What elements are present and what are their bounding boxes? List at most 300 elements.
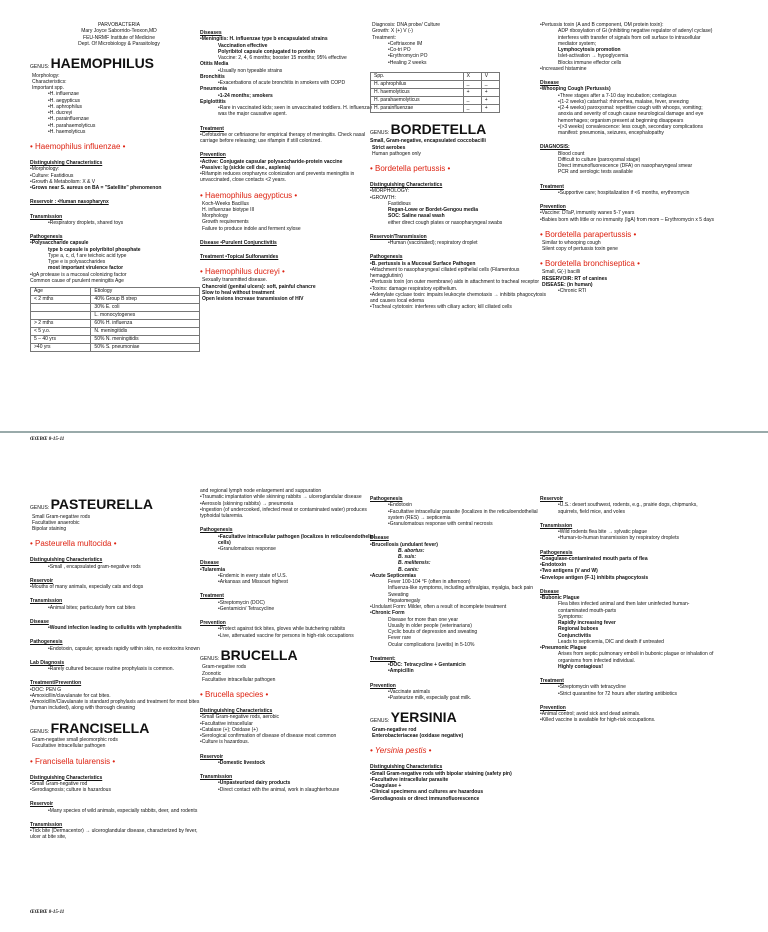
- section-heading: Disease: [30, 618, 49, 625]
- species-heading: • Haemophilus influenzae •: [30, 142, 126, 151]
- text-line: •Morphology:: [30, 166, 60, 173]
- section-heading: Reservoir: [200, 753, 224, 760]
- table-cell: [31, 312, 91, 320]
- text-line: •Pertussis toxin (on outer membrane) aids in attachment to tracheal receptor: [370, 279, 540, 286]
- text-line: •Tick bite (Dermacentor) → ulceroglandular disease, characterized by fever, ulcer at bite site,: [30, 828, 198, 841]
- text-line: •Human (vaccinated); respiratory droplet: [388, 240, 478, 246]
- text-line: •Animal bites; particularly from cat bites: [48, 604, 136, 611]
- section-heading: Reservoir : •Human nasopharynx: [30, 199, 109, 206]
- genus-heading: GENUS: HAEMOPHILUS: [30, 55, 155, 71]
- text-line: •Pertussis toxin (A and B component, OM protein toxin):: [540, 22, 664, 28]
- text-line: Small Gram-negative rods: [32, 513, 91, 520]
- text-line: •Respiratory droplets, shared toys: [48, 219, 124, 226]
- section-heading: Reservoir/Transmission: [370, 233, 427, 240]
- text-line: •Endotoxin: [388, 502, 412, 509]
- species-heading: • Bordetella bronchiseptica •: [540, 259, 640, 269]
- text-line: •Unpasteurized dairy products: [218, 780, 291, 787]
- species-heading: • Francisella tularensis •: [30, 756, 116, 766]
- text-line: •Serological confirmation of disease of disease most common: [200, 733, 337, 739]
- text-line: •Endotoxin: [540, 562, 567, 568]
- section-heading: Treatment: [540, 183, 564, 190]
- text-line: •Traumatic implantation while skinning rabbits → ulceroglandular disease: [200, 494, 362, 501]
- text-line: •Meningitis: H. influenzae type b encapsulated strains: [200, 36, 328, 43]
- text-line: Koch-Weeks Bacillus: [202, 200, 249, 207]
- text-line: Regional buboes: [558, 626, 599, 633]
- table-row: [31, 312, 200, 320]
- text-line: Regan-Lowe or Bordet-Gengou media: [388, 207, 479, 213]
- text-line: Cyclic bouts of depression and sweating: [388, 629, 478, 635]
- text-line: •U.S.: desert southwest, rodents, e.g., prairie dogs, chipmunks, squirrels, field mice, and voles: [558, 502, 698, 515]
- table-row: [371, 88, 500, 96]
- table-row: [31, 288, 200, 296]
- section-heading: Prevention: [540, 704, 566, 711]
- text-line: Blood count: [558, 150, 585, 157]
- text-line: Dept. Of Microbiology & Parasitology: [78, 40, 160, 47]
- text-line: •Gentamicin/ Tetracycline: [218, 605, 275, 612]
- text-line: •Ceftriaxone IM: [388, 40, 423, 47]
- text-line: PARVOBACTERIA: [97, 22, 141, 28]
- text-line: •(1-2 weeks) catarrhal: rhinorrhea, malaise, fever, sneezing: [558, 98, 689, 105]
- text-line: Usually in older people (veterinarians): [388, 622, 472, 629]
- text-line: •MORPHOLOGY:: [370, 188, 410, 195]
- species-heading: • Bordetella pertussis •: [370, 164, 451, 173]
- text-line: •H. influenzae: [48, 91, 79, 98]
- text-line: •Passive: Ig (sickle cell dse., asplenia): [200, 164, 291, 171]
- text-line: Growth requirements: [202, 219, 249, 226]
- text-line: •Two antigens (V and W): [540, 568, 598, 575]
- text-line: Gram-negative small pleomorphic rods: [32, 737, 118, 743]
- text-line: •Ingestion (of undercooked, infected meat or contaminated water) produces typhoidal tularemia.: [200, 506, 367, 519]
- table-cell: _: [463, 80, 481, 88]
- text-line: •Usually non typeable strains: [218, 67, 283, 74]
- section-heading: Transmission: [30, 598, 63, 605]
- text-line: Type a, c, d, f are teichoic acid type: [48, 252, 127, 259]
- text-line: •Coagulase-contaminated mouth parts of flea: [540, 555, 648, 562]
- text-line: •Facultative intracellular: [200, 720, 253, 727]
- text-line: •Mouths of many animals, especially cats and dogs: [30, 584, 144, 590]
- species-heading: • Haemophilus ducreyi •: [200, 267, 285, 277]
- section-heading: Prevention: [540, 204, 566, 210]
- text-line: most important virulence factor: [48, 265, 124, 272]
- section-heading: Treatment: [200, 125, 224, 132]
- text-line: •H. parainfluenzae: [48, 116, 89, 123]
- section-heading: Disease: [370, 535, 389, 542]
- text-line: RESERVOIR: RT of canines: [542, 275, 608, 282]
- text-line: •Adenylate cyclase toxin: impairs leukocyte chemotaxis → inhibits phagocytosis and causes local edema: [370, 291, 546, 304]
- section-heading: Diseases: [200, 30, 222, 36]
- text-line: •Small Gram-negative rods with bipolar staining (safety pin): [370, 770, 512, 777]
- text-line: Fastidious: [388, 200, 411, 207]
- text-line: Hepatomegaly: [388, 597, 421, 604]
- text-line: Enterobacteriaceae (oxidase negative): [372, 733, 464, 739]
- section-heading: Pathogenesis: [540, 549, 573, 556]
- text-line: •Killed vaccine is available for high-risk occupations.: [540, 717, 656, 724]
- species-heading: • Brucella species •: [200, 690, 269, 699]
- table-row: [371, 72, 500, 80]
- section-heading: Distinguishing Characteristics: [370, 182, 443, 188]
- text-line: •Many species of wild animals, especially rabbits, deer, and rodents: [48, 807, 198, 814]
- text-line: •Whooping Cough (Pertussis): [540, 86, 611, 93]
- section-heading: Prevention: [200, 152, 226, 159]
- text-line: •Granulomatous response: [218, 546, 276, 552]
- text-line: •Coagulase +: [370, 783, 402, 789]
- table-cell: > 2 mths: [31, 320, 91, 328]
- text-line: •Amoxicillin/clavulanate for cat bites.: [30, 692, 111, 699]
- text-line: SOC: Saline nasal wash: [388, 213, 445, 220]
- text-line: Bronchitis: [200, 73, 225, 80]
- table-cell: H. aphrophilus: [371, 80, 464, 88]
- text-line: •Serodiagnosis or direct immunofluorescence: [370, 795, 480, 802]
- table-cell: _: [463, 96, 481, 104]
- text-line: Small, Gram-negative, encapsulated coccobacilli: [370, 138, 486, 145]
- column-2: [200, 22, 378, 302]
- text-line: Zoonotic: [202, 670, 222, 677]
- text-line: •Attachment to nasopharyngeal ciliated epithelial cells (Filamentous hemagglutinin): [370, 266, 520, 279]
- table-cell: +: [481, 96, 499, 104]
- text-line: Treatment:: [372, 34, 396, 41]
- section-heading: Pathogenesis: [30, 234, 63, 240]
- text-line: Mary Joyce Saborrido-Teoxon,MD: [81, 28, 157, 35]
- section-heading: Pathogenesis: [370, 496, 403, 502]
- text-line: Small, G(-) bacilli: [542, 269, 581, 276]
- table-cell: 60% H. influenza: [91, 320, 200, 328]
- section-heading: Treatment:: [370, 655, 396, 662]
- table-cell: 40% Group B strep: [91, 296, 200, 304]
- text-line: •Rare in vaccinated kids; seen in unvaccinated toddlers. H. influenzae was the major causative agent.: [218, 105, 373, 118]
- column-4: [540, 22, 718, 294]
- text-line: Gram-negative rods: [202, 664, 247, 671]
- text-line: •Clinical specimens and cultures are hazardous: [370, 789, 484, 796]
- section-heading: Pathogenesis: [200, 527, 233, 534]
- section-heading: Treatment/Prevention: [30, 680, 82, 687]
- table-cell: N. meningitidis: [91, 328, 200, 336]
- text-line: •Three stages after a 7-10 day incubation; contagious: [558, 92, 677, 99]
- text-line: type b capsule is polyribitol phosphate: [48, 246, 141, 253]
- text-line: Leads to septicemia, DIC and death if untreated: [558, 638, 664, 645]
- column-1: [30, 22, 208, 352]
- text-line: Direct immunofluorescence (DFA) on nasopharyngeal smear: [558, 163, 693, 169]
- genus-heading: GENUS: FRANCISELLA: [30, 719, 150, 736]
- column-2: [200, 488, 378, 793]
- table-cell: H. parainfluenzae: [371, 104, 464, 112]
- section-heading: Prevention: [370, 682, 396, 689]
- text-line: Failure to produce indole and ferment xylose: [202, 225, 301, 232]
- text-line: Otitis Media: [200, 61, 229, 68]
- text-line: Ocular complications (uveitis) in 5-10%: [388, 641, 475, 648]
- text-line: •Arkansas and Missouri highest: [218, 579, 288, 585]
- species-heading: • Bordetella parapertussis •: [540, 229, 637, 239]
- text-line: Type e is polysaccharides: [48, 259, 106, 265]
- text-line: •Co-tri PO: [388, 47, 411, 53]
- column-1: [30, 488, 208, 841]
- table-cell: +: [463, 88, 481, 96]
- text-line: •Granulomatous response with central necrosis: [388, 521, 493, 527]
- text-line: Lymphocytosis promotion: [558, 47, 621, 53]
- table-row: [31, 344, 200, 352]
- table-cell: < 5 y.o.: [31, 328, 91, 336]
- table-row: [31, 328, 200, 336]
- table-cell: < 2 mths: [31, 296, 91, 304]
- table-cell: [31, 304, 91, 312]
- text-line: •Catalase (+); Oxidase (+): [200, 726, 258, 733]
- text-line: Sweating: [388, 591, 409, 598]
- text-line: Arises from septic pulmonary emboli in bubonic plague or inhalation of organisms from infected individual.: [558, 651, 714, 664]
- table-row: [31, 296, 200, 304]
- table-cell: _: [463, 104, 481, 112]
- text-line: •Envelope antigen (F-1) inhibits phagocytosis: [540, 574, 649, 581]
- page-2: [0, 466, 768, 932]
- text-line: ADP ribosylation of Gi (inhibiting negative regulator of adenyl cyclase) interferes with transfer of signals from cell surface to intracellular mediator system;: [558, 28, 713, 47]
- text-line: •Facultative intracellular pathogen (localizes in reticuloendothelial cells): [218, 533, 376, 546]
- text-line: •GROWTH:: [370, 194, 396, 201]
- table-row: [31, 304, 200, 312]
- genus-heading: GENUS: YERSINIA: [370, 709, 457, 726]
- text-line: •Animal control; avoid sick and dead animals.: [540, 711, 641, 717]
- text-line: •Live, attenuated vaccine for persons in high-risk occupations: [218, 632, 354, 639]
- text-line: •Brucellosis (undulant fever): [370, 541, 438, 548]
- text-line: •Grows near S. aureus on BA = "Satellite" phenomenon: [30, 185, 162, 191]
- text-line: •Toxins: damage respiratory epithelium.: [370, 285, 458, 292]
- text-line: •Wild rodents flea bite → sylvatic plague: [558, 529, 648, 535]
- text-line: Fever rare: [388, 635, 412, 642]
- text-line: •Tularemia: [200, 566, 225, 573]
- section-heading: Disease: [200, 560, 219, 567]
- section-heading: Pathogenesis: [30, 639, 63, 646]
- text-line: •Streptomycin with tetracycline: [558, 684, 626, 691]
- text-line: •H. parahaemolyticus: [48, 122, 96, 129]
- table-row: [371, 96, 500, 104]
- text-line: •Vaccine: DTaP, immunity wanes 5-7 years: [540, 210, 635, 217]
- page-1: [0, 0, 768, 465]
- text-line: Vaccination effective: [218, 42, 268, 49]
- text-line: Fever 100-104 °F (often in afternoon): [388, 579, 471, 585]
- text-line: •Endemic in every state of U.S.: [218, 572, 288, 579]
- text-line: •Growth & Metabolism: X & V: [30, 178, 96, 185]
- text-line: •Vaccinate animals: [388, 688, 430, 695]
- section-heading: Transmission: [30, 213, 63, 220]
- text-line: •DOC: PEN G: [30, 686, 62, 693]
- text-line: •Facultative intracellular parasite: [370, 776, 449, 783]
- text-line: •Facultative intracellular parasite (localizes in the reticuloendothelial system (RES) → septicemia: [388, 508, 538, 521]
- text-line: H. influenzae biotype III: [202, 206, 255, 213]
- text-line: •Polysaccharide capsule: [30, 240, 89, 247]
- text-line: •B. pertussis is a Mucosal Surface Pathogen: [370, 260, 476, 267]
- text-line: Gram-negative rod: [372, 726, 417, 733]
- text-line: Slow to heal without treatment: [202, 289, 275, 296]
- section-heading: Distinguishing Characteristics: [200, 708, 273, 714]
- text-line: Characteristics:: [32, 78, 67, 85]
- text-line: •Human-to-human transmission by respiratory droplets: [558, 535, 679, 542]
- text-line: Rapidly increasing fever: [558, 620, 616, 626]
- text-line: •Erythromycin PO: [388, 53, 428, 60]
- column-4: [540, 488, 718, 724]
- text-line: •Protect against tick bites, gloves while butchering rabbits: [218, 626, 346, 633]
- text-line: •Pasteurize milk, especially goat milk.: [388, 695, 472, 701]
- table-row: [31, 320, 200, 328]
- species-heading: • Haemophilus aegypticus •: [200, 190, 298, 200]
- text-line: Vaccine: 2, 4, 6 months; booster 15 months; 95% effective: [218, 55, 347, 61]
- table-cell: V: [481, 72, 499, 80]
- text-line: •DOC: Tetracycline + Gentamicin: [388, 662, 466, 668]
- text-line: Strict aerobes: [372, 144, 406, 151]
- data-table: [30, 287, 200, 352]
- text-line: •Undulant Form: Milder, often a result of incomplete treatment: [370, 604, 507, 610]
- text-line: Human pathogen only: [372, 150, 421, 157]
- section-heading: Pathogenesis: [370, 254, 403, 261]
- text-line: •(>3 weeks) convalescence: less cough, secondary complications manifest: pneumonia, seizures, encephalopathy: [558, 123, 704, 136]
- section-heading: Distinguishing Characteristics: [30, 557, 103, 564]
- text-line: •Rifampin reduces oropharynx colonization and prevents meningitis in unvaccinated, close contacts <2 years.: [200, 171, 355, 184]
- text-line: Highly contagious!: [558, 663, 603, 670]
- text-line: •Strict quarantine for 72 hours after starting antibiotics: [558, 690, 678, 697]
- text-line: •Cefotaxime or ceftriaxone for empirical therapy of meningitis. Check nasal carriage before releasing; use rifampin if still colonized.: [200, 131, 366, 144]
- section-heading: Reservoir: [540, 496, 564, 502]
- table-cell: +: [481, 104, 499, 112]
- text-line: •Exacerbations of acute bronchitis in smokers with COPD: [218, 80, 346, 86]
- text-line: Open lesions increase transmission of HIV: [202, 296, 304, 302]
- text-line: •H. haemolyticus: [48, 128, 86, 135]
- table-cell: L. monocytogenes: [91, 312, 200, 320]
- text-line: and regional lymph node enlargement and suppuration: [200, 488, 322, 494]
- text-line: DISEASE: (in human): [542, 281, 593, 288]
- section-heading: Distinguishing Characteristics: [30, 160, 103, 166]
- text-line: PCR and serologic tests available: [558, 169, 633, 176]
- text-line: Important spp.: [32, 85, 64, 91]
- page-footer: ŒŒBŒ 8-15-11: [30, 437, 65, 442]
- section-heading: Distinguishing Characteristics: [30, 774, 103, 781]
- section-heading: Treatment: [200, 593, 224, 600]
- text-line: •Ampicillin: [388, 668, 414, 675]
- species-heading: • Yersinia pestis •: [370, 746, 432, 756]
- text-line: Conjunctivitis: [558, 632, 592, 639]
- text-line: •Pneumonic Plague: [540, 645, 587, 651]
- page-footer: ŒŒBŒ 8-15-11: [30, 910, 65, 915]
- text-line: Epiglottitis: [200, 98, 226, 105]
- text-line: Similar to whooping cough: [542, 239, 601, 246]
- table-cell: Etiology: [91, 288, 200, 296]
- section-heading: Disease: [540, 80, 559, 86]
- section-heading: Lab Diagnosis: [30, 659, 65, 666]
- section-heading: Treatment •Topical Sulfonamides: [200, 254, 279, 260]
- table-cell: H. haemolyticus: [371, 88, 464, 96]
- text-line: •Increased histamine: [540, 65, 587, 72]
- text-line: •H. ducreyi: [48, 110, 73, 116]
- text-line: either direct cough plates or nasopharyngeal swabs: [388, 219, 503, 226]
- text-line: •Tracheal cytotoxin: interferes with ciliary action; kill ciliated cells: [370, 304, 512, 311]
- text-line: •Endotoxin, capsule; spreads rapidly within skin, no exotoxins known: [48, 645, 200, 652]
- page-divider: [0, 431, 768, 433]
- text-line: Sexually transmitted disease.: [202, 277, 268, 284]
- text-line: Diagnosis: DNA probe/ Culture: [372, 22, 441, 28]
- text-line: •Streptomycin (DOC): [218, 599, 265, 606]
- text-line: •Bubonic Plague: [540, 595, 580, 601]
- text-line: •Culture is hazardous.: [200, 739, 249, 746]
- section-heading: Reservoir: [30, 577, 54, 584]
- table-cell: H. parahaemolyticus: [371, 96, 464, 104]
- text-line: Flea bites infected animal and then later uninfected human-contaminated mouth-parts: [558, 601, 690, 614]
- genus-heading: GENUS: BORDETELLA: [370, 120, 487, 137]
- text-line: Blocks immune effector cells: [558, 59, 622, 66]
- text-line: B. melitensis:: [398, 560, 431, 567]
- text-line: •Acute Septicemias: [370, 572, 417, 579]
- section-heading: Reservoir: [30, 801, 54, 808]
- text-line: Islet-activation → hypoglycemia: [558, 53, 629, 60]
- text-line: Morphology: [202, 213, 229, 219]
- table-row: [371, 104, 500, 112]
- text-line: •Small Gram-negative rods, aerobic: [200, 714, 280, 721]
- section-heading: Transmission: [30, 821, 63, 828]
- text-line: •Supportive care; hospitalization if <6 months, erythromycin: [558, 189, 690, 196]
- text-line: FEU-NRMF Institute of Medicine: [83, 34, 155, 41]
- text-line: •Small Gram-negative rod: [30, 780, 88, 787]
- text-line: •Chronic RTI: [558, 288, 587, 294]
- table-row: [31, 336, 200, 344]
- text-line: Facultative anaerobic: [32, 519, 80, 526]
- text-line: B. canis:: [398, 566, 419, 573]
- text-line: Common cause of purulent meningitis Age: [30, 277, 124, 284]
- table-cell: 50% N. meningitidis: [91, 336, 200, 344]
- section-heading: Distinguishing Characteristics: [370, 764, 443, 771]
- text-line: •Babies born with little or no immunity (IgA) from mom – Erythromycin x 5 days: [540, 216, 715, 223]
- text-line: •H. aegypticus: [48, 97, 81, 104]
- table-cell: 30% E. coli: [91, 304, 200, 312]
- text-line: Growth: X (+) V (-): [372, 28, 413, 35]
- text-line: Facultative intracellular pathogen: [202, 676, 276, 683]
- table-cell: 50% S. pneumoniae: [91, 344, 200, 352]
- section-heading: Transmission: [540, 522, 573, 529]
- text-line: Polyribitol capsule conjugated to protein: [218, 48, 315, 55]
- text-line: •Rarely cultured because routine prophylaxis is common.: [48, 666, 174, 672]
- table-cell: _: [481, 80, 499, 88]
- section-heading: DIAGNOSIS:: [540, 144, 570, 151]
- data-table: [370, 72, 500, 113]
- text-line: Chancroid (genital ulcers): soft, painful chancre: [202, 283, 316, 290]
- table-cell: X: [463, 72, 481, 80]
- text-line: Influenza-like symptoms, including arthralgias, myalgia, back pain: [388, 585, 534, 592]
- text-line: B. abortus:: [398, 547, 425, 554]
- text-line: •1-24 months; smokers: [218, 92, 273, 99]
- column-3: [370, 488, 548, 802]
- table-row: [371, 80, 500, 88]
- section-heading: Disease: [540, 588, 559, 595]
- text-line: •Small , encapsulated gram-negative rods: [48, 563, 141, 570]
- section-heading: Disease •Purulent Conjunctivitis: [200, 239, 277, 246]
- text-line: •Chronic Form: [370, 610, 405, 617]
- text-line: •Wound infection leading to cellulitis with lymphadenitis: [48, 625, 182, 631]
- text-line: •Domestic livestock: [218, 759, 266, 766]
- table-cell: 5 – 40 yrs: [31, 336, 91, 344]
- text-line: Morphology:: [32, 72, 60, 79]
- species-heading: • Pasteurella multocida •: [30, 539, 117, 549]
- column-3: [370, 22, 548, 311]
- text-line: Bipolar staining: [32, 526, 67, 532]
- section-heading: Treatment: [540, 678, 564, 684]
- table-cell: Spp.: [371, 72, 464, 80]
- section-heading: Prevention: [200, 620, 226, 626]
- text-line: Disease for more than one year: [388, 616, 459, 623]
- text-line: Symptoms:: [558, 613, 584, 620]
- text-line: Facultative intracellular pathogen: [32, 743, 106, 750]
- section-heading: Transmission: [200, 774, 233, 780]
- table-cell: >40 yrs: [31, 344, 91, 352]
- text-line: •H. aphrophilus: [48, 103, 82, 110]
- text-line: •Serodiagnosis; culture is hazardous: [30, 787, 111, 793]
- text-line: Difficult to culture (paroxysmal stage): [558, 156, 641, 163]
- text-line: •(2-4 weeks) paroxysmal: repetitive cough with whoops, vomiting; anoxia and severity of cough cause neurological damage and eye hemorrhages; organism present at beginning disappears: [558, 105, 704, 124]
- text-line: B. suis:: [398, 554, 417, 560]
- text-line: •Amoxicillin/Clavulanate is standard prophylaxis and treatment for most bites (human included), along with thorough cleaning: [30, 699, 200, 712]
- text-line: Silent copy of pertussis toxin gene: [542, 246, 618, 252]
